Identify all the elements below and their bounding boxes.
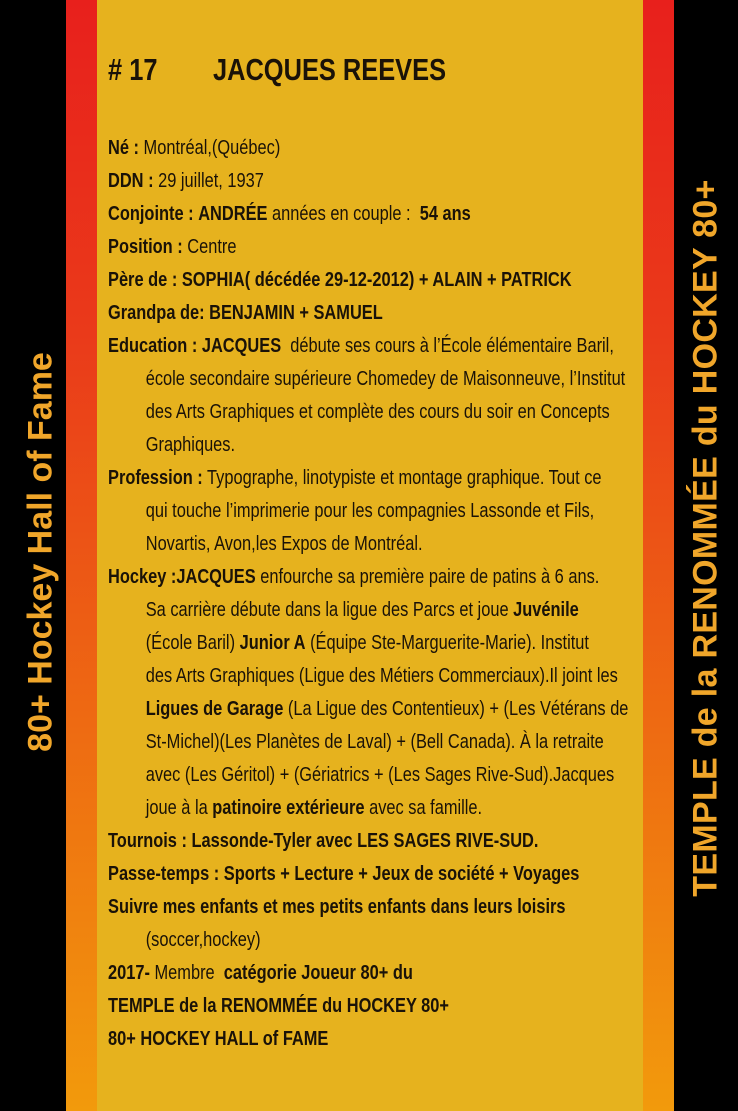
education-text-4: Graphiques. <box>145 434 236 456</box>
hockey-text-3c: (Équipe Ste-Marguerite-Marie). Institut <box>310 632 589 654</box>
induction-category: catégorie Joueur 80+ du <box>223 962 413 984</box>
hockey-text-8c: avec sa famille. <box>369 797 483 819</box>
left-gradient-band <box>66 0 97 1111</box>
tournaments-label: Tournois : <box>108 830 187 852</box>
dob-label: DDN : <box>108 170 154 192</box>
children-line <box>108 264 641 297</box>
hobbies-label: Passe-temps : <box>108 863 220 885</box>
dob-value: 29 juillet, 1937 <box>158 170 264 192</box>
tournaments-line <box>108 825 641 858</box>
profession-text-1: Typographe, linotypiste et montage graphique. Tout ce <box>207 467 602 489</box>
education-text-2: école secondaire supérieure Chomedey de Maisonneuve, l’Institut <box>145 368 626 390</box>
tournaments-value: Lassonde-Tyler avec LES SAGES RIVE-SUD. <box>191 830 539 852</box>
education-line <box>108 330 641 363</box>
hobbies-value: Sports + Lecture + Jeux de société + Voyages <box>223 863 580 885</box>
side-title-right: TEMPLE de la RENOMMÉE du HOCKEY 80+ <box>686 179 725 897</box>
profession-label: Profession : <box>108 467 203 489</box>
spouse-name: ANDRÉE <box>198 203 268 225</box>
years-together-value: 54 ans <box>419 203 471 225</box>
hockey-text-2a: Sa carrière débute dans la ligue des Parcs et joue <box>145 599 509 621</box>
hockey-text-6: St-Michel)(Les Planètes de Laval) + (Bell Canada). À la retraite <box>145 731 604 753</box>
hockey-text-5 <box>108 693 641 726</box>
hockey-text-4: des Arts Graphiques (Ligue des Métiers Commerciaux).Il joint les <box>145 665 618 687</box>
profession-text-2: qui touche l’imprimerie pour les compagnies Lassonde et Fils, <box>145 500 595 522</box>
hockey-text-3a: (École Baril) <box>145 632 236 654</box>
position-label: Position : <box>108 236 183 258</box>
position-value: Centre <box>187 236 237 258</box>
hockey-text-7: avec (Les Géritol) + (Gériatrics + (Les Sages Rive-Sud).Jacques <box>145 764 615 786</box>
hockey-text-3 <box>108 627 641 660</box>
hockey-label: Hockey :JACQUES <box>108 566 256 588</box>
profession-line <box>108 462 641 495</box>
birthplace-value: Montréal,(Québec) <box>143 137 281 159</box>
hockey-text-5a: Ligues de Garage <box>145 698 284 720</box>
years-together-label: années en couple : <box>272 203 411 225</box>
education-text-1: débute ses cours à l’École élémentaire Baril, <box>290 335 614 357</box>
player-bio <box>108 132 641 1056</box>
dob-line <box>108 165 641 198</box>
grandchildren-label: Grandpa de: <box>108 302 205 324</box>
grandchildren-line <box>108 297 641 330</box>
hockey-text-8b: patinoire extérieure <box>212 797 365 819</box>
children-label: Père de : <box>108 269 178 291</box>
induction-year: 2017- <box>108 962 150 984</box>
grandchildren-value: BENJAMIN + SAMUEL <box>209 302 383 324</box>
hockey-line <box>108 561 641 594</box>
children-value: SOPHIA( décédée 29-12-2012) + ALAIN + PATRICK <box>181 269 572 291</box>
hockey-text-8 <box>108 792 641 825</box>
hobbies-line <box>108 858 641 891</box>
induction-member: Membre <box>154 962 215 984</box>
hockey-text-5b: (La Ligue des Contentieux) + (Les Vétérans de <box>287 698 629 720</box>
hockey-text-2 <box>108 594 641 627</box>
spouse-line <box>108 198 641 231</box>
follow-children-line: Suivre mes enfants et mes petits enfants dans leurs loisirs <box>108 896 566 918</box>
hockey-text-3b: Junior A <box>239 632 306 654</box>
right-gradient-band <box>643 0 674 1111</box>
induction-line <box>108 957 641 990</box>
player-number: # 17 <box>108 52 158 87</box>
birthplace-line <box>108 132 641 165</box>
side-title-left: 80+ Hockey Hall of Fame <box>21 352 60 752</box>
temple-line: TEMPLE de la RENOMMÉE du HOCKEY 80+ <box>108 995 449 1017</box>
birthplace-label: Né : <box>108 137 139 159</box>
hockey-text-8a: joue à la <box>145 797 208 819</box>
player-header <box>108 52 446 88</box>
spouse-label: Conjointe : <box>108 203 194 225</box>
hockey-text-2b: Juvénile <box>513 599 579 621</box>
education-text-3: des Arts Graphiques et complète des cours du soir en Concepts <box>145 401 610 423</box>
profession-text-3: Novartis, Avon,les Expos de Montréal. <box>145 533 423 555</box>
player-name: JACQUES REEVES <box>212 52 447 87</box>
position-line <box>108 231 641 264</box>
hall-of-fame-line: 80+ HOCKEY HALL of FAME <box>108 1028 329 1050</box>
education-label: Education : JACQUES <box>108 335 282 357</box>
hockey-text-1: enfourche sa première paire de patins à 6 ans. <box>260 566 600 588</box>
follow-children-sub: (soccer,hockey) <box>145 929 261 951</box>
